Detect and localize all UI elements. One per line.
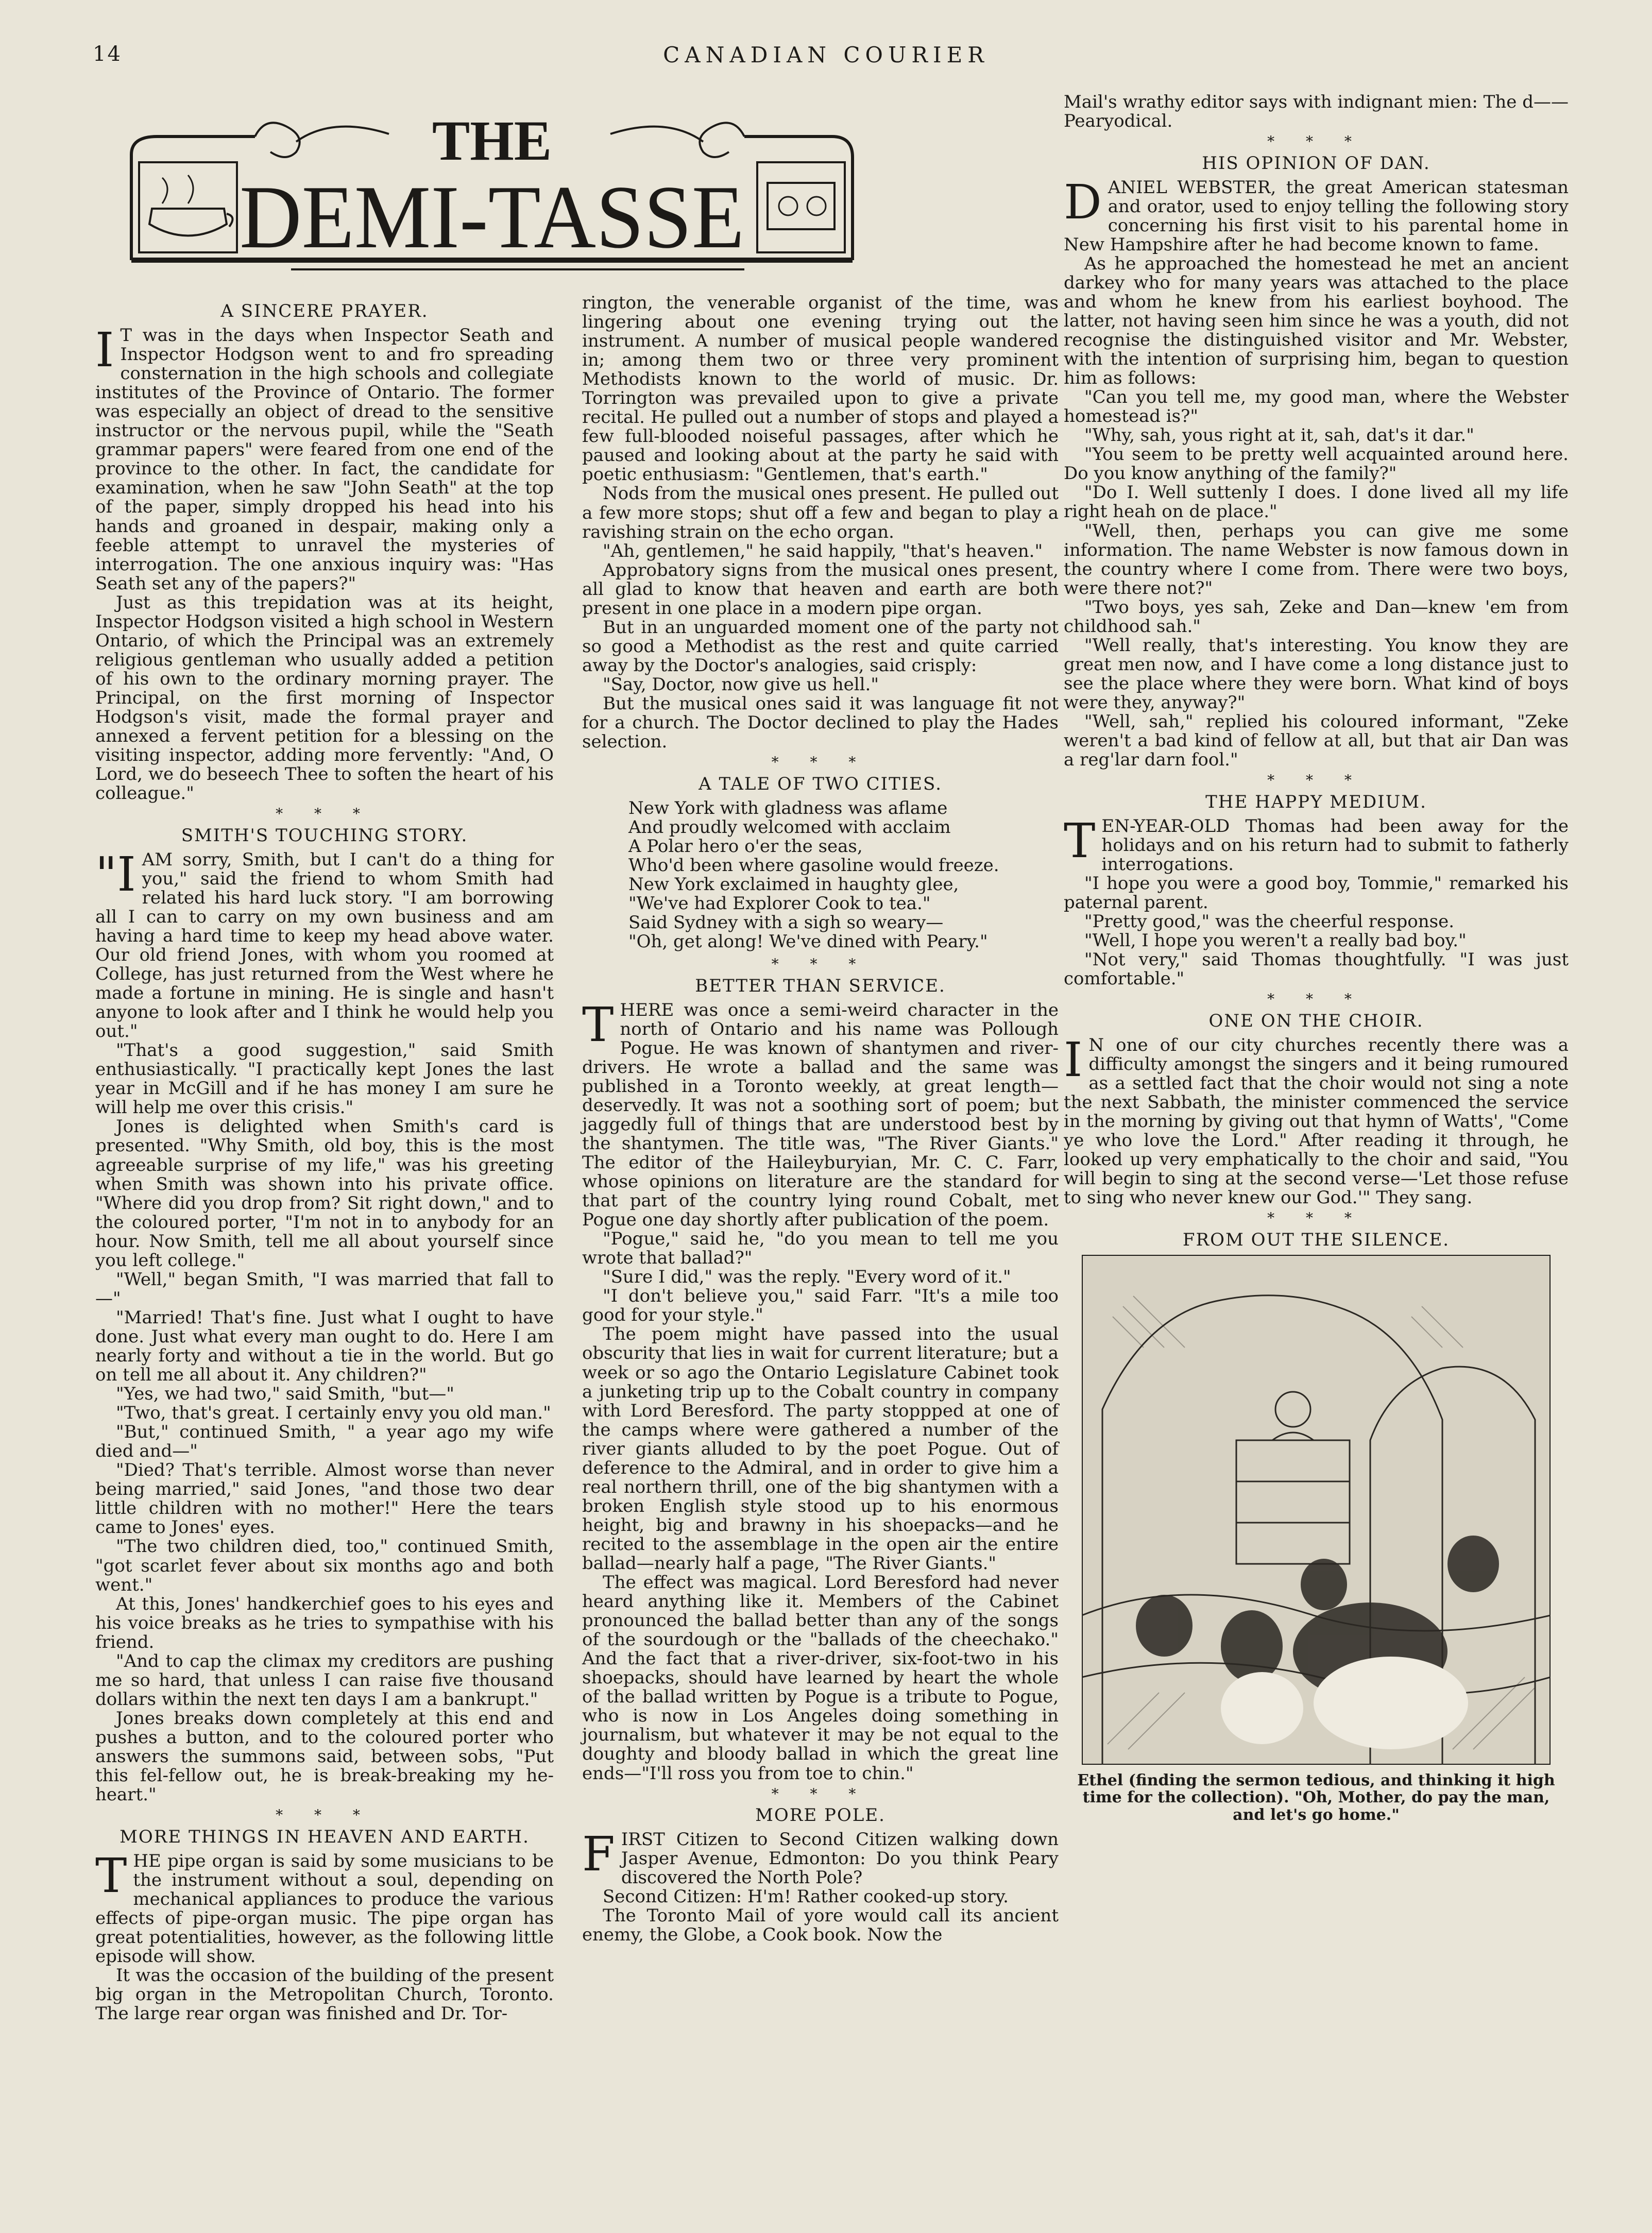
story-paragraph: "Say, Doctor, now give us hell.": [603, 674, 879, 695]
story-paragraph: "I hope you were a good boy, Tommie," remarked his paternal parent.: [1064, 873, 1569, 913]
story-paragraph: rington, the venerable organist of the time, was lingering about one evening trying out the instrument. A number of musical people wandered in; among them two or three very prominent Methodists known to the world of music. Dr. Torrington was prevailed upon to give a private recital. He pulled out a number of stops and played a few full-blooded noiseful passages, after which he paused and looking about at the party he said with poetic enthusiasm: "Gentlemen, that's earth.": [582, 293, 1059, 485]
drop-cap: F: [582, 1827, 615, 1882]
story-title: A SINCERE PRAYER.: [220, 301, 429, 321]
column-2: [582, 294, 1059, 1945]
section-separator: * * *: [771, 1785, 870, 1802]
masthead-the: THE: [432, 109, 552, 172]
story-paragraph: "And to cap the climax my creditors are pushing me so hard, that unless I can raise five thousand dollars within the next ten days I am a bankrupt.": [95, 1650, 554, 1710]
story-paragraph: The Toronto Mail of yore would call its ancient enemy, the Globe, a Cook book. Now the: [582, 1905, 1059, 1946]
masthead-demi-tasse: DEMI-TASSE: [240, 167, 744, 267]
story-paragraph: "Pogue," said he, "do you mean to tell me you wrote that ballad?": [582, 1229, 1059, 1269]
story-paragraph: Mail's wrathy editor says with indignant mien: The d—— Pearyodical.: [1064, 92, 1569, 132]
story-title: THE HAPPY MEDIUM.: [1205, 791, 1427, 812]
story-title: BETTER THAN SERVICE.: [695, 975, 946, 996]
section-separator: * * *: [1267, 1209, 1365, 1227]
story-paragraph: "Can you tell me, my good man, where the Webster homestead is?": [1064, 387, 1569, 427]
poem-line: New York with gladness was aflame: [628, 797, 948, 819]
story-paragraph: But the musical ones said it was language fit not for a church. The Doctor declined to play the Hades selection.: [582, 693, 1059, 753]
drop-cap: "I: [95, 846, 136, 902]
story-paragraph: "IAM sorry, Smith, but I can't do a thing for you," said the friend to whom Smith had related his hard luck story. "I am borrowing all I can to carry on my own business and am having a hard time to keep my head above water. Our old friend Jones, with whom you roomed at College, has just returned from the West where he made a fortune in mining. He is single and hasn't anyone to look after and I think he would help you out.": [95, 846, 554, 1042]
story-paragraph: "Do I. Well suttenly I does. I done lived all my life right heah on de place.": [1064, 482, 1569, 522]
story-title: A TALE OF TWO CITIES.: [699, 773, 942, 794]
story-paragraph: FIRST Citizen to Second Citizen walking down Jasper Avenue, Edmonton: Do you think Peary discovered the North Pole?: [582, 1827, 1059, 1888]
column-1: [95, 299, 554, 2023]
demi-tasse-masthead: [100, 106, 860, 281]
story-paragraph: It was the occasion of the building of the present big organ in the Metropolitan Church, Toronto. The large rear organ was finished and Dr. Tor-: [95, 1965, 554, 2024]
story-paragraph: Jones breaks down completely at this end and pushes a button, and to the coloured porter who answers the summons said, between sobs, "Put this fel-fellow out, he is break-breaking my he-heart.": [95, 1708, 554, 1805]
poem-line: Who'd been where gasoline would freeze.: [628, 855, 999, 876]
drop-cap: T: [1064, 813, 1096, 868]
story-title: MORE THINGS IN HEAVEN AND EARTH.: [120, 1826, 530, 1847]
story-paragraph: "Not very," said Thomas thoughtfully. "I was just comfortable.": [1064, 949, 1569, 990]
section-separator: * * *: [276, 1806, 373, 1824]
story-paragraph: "That's a good suggestion," said Smith enthusiastically. "I practically kept Jones the last year in McGill and if he has money I am sure he will help me over this crisis.": [95, 1040, 554, 1118]
story-paragraph: "The two children died, too," continued Smith, "got scarlet fever about six months ago and both went.": [95, 1536, 554, 1595]
column-3: [1064, 93, 1569, 1823]
poem-line: New York exclaimed in haughty glee,: [628, 874, 959, 895]
story-paragraph: Approbatory signs from the musical ones present, all glad to know that heaven and earth are both present in one place in a modern pipe organ.: [582, 559, 1059, 619]
section-separator: * * *: [771, 956, 870, 973]
story-paragraph: "Ah, gentlemen," he said happily, "that's heaven.": [603, 540, 1043, 561]
story-paragraph: Second Citizen: H'm! Rather cooked-up story.: [603, 1886, 1009, 1907]
page-number: 14: [93, 42, 122, 66]
story-paragraph: "Yes, we had two," said Smith, "but—": [116, 1384, 454, 1405]
story-paragraph: "You seem to be pretty well acquainted around here. Do you know anything of the family?": [1064, 444, 1569, 484]
section-separator: * * *: [1267, 991, 1365, 1008]
poem-line: "We've had Explorer Cook to tea.": [628, 893, 931, 914]
church-illustration: [1082, 1255, 1551, 1765]
story-paragraph: As he approached the homestead he met an ancient darkey who for many years was attached to the place and whom he knew from his earliest boyhood. The latter, not having seen him since he was a youth, did not recognise the distinguished visitor and Mr. Webster, with the intention of surprising him, began to question him as follows:: [1064, 253, 1569, 389]
section-separator: * * *: [771, 754, 870, 771]
poem: [628, 799, 1059, 951]
section-separator: * * *: [1267, 772, 1365, 789]
story-paragraph: Just as this trepidation was at its height, Inspector Hodgson visited a high school in Western Ontario, of which the Principal was an extremely religious gentleman who usually added a petition of his own to the ordinary morning prayer. The Principal, on the first morning of Inspector Hodgson's visit, made the formal prayer and annexed a fervent petition for a blessing on the visiting inspector, adding more fervently: "And, O Lord, we do beseech Thee to soften the heart of his colleague.": [95, 592, 554, 804]
story-paragraph: "Well, then, perhaps you can give me some information. The name Webster is now famous down in the country where I come from. There were two boys, were there not?": [1064, 520, 1569, 599]
section-separator: * * *: [1267, 133, 1365, 150]
drop-cap: T: [582, 997, 614, 1052]
story-paragraph: Jones is delighted when Smith's card is presented. "Why Smith, old boy, this is the most agreeable surprise of my life," was his greeting when Smith was shown into his private office. "Where did you drop from? Sit right down," and to the coloured porter, "I'm not in to anybody for an hour. Now Smith, tell me all about yourself since you left college.": [95, 1116, 554, 1271]
story-paragraph: The poem might have passed into the usual obscurity that lies in wait for current literature; but a week or so ago the Ontario Legislature Cabinet took a junketing trip up to the Cobalt country in company with Lord Beresford. The party stoppped at one of the camps where were gathered a number of the river giants alluded to by the poet Pogue. Out of deference to the Admiral, and in order to give him a real northern thrill, one of the big shantymen with a broken English style stood up to his enormous height, big and brawny in his shoepacks—and he recited to the assemblage in the open air the entire ballad—nearly half a page, "The River Giants.": [582, 1324, 1059, 1574]
story-title: FROM OUT THE SILENCE.: [1182, 1229, 1450, 1250]
drop-cap: T: [95, 1848, 127, 1903]
story-paragraph: But in an unguarded moment one of the party not so good a Methodist as the rest and quite carried away by the Doctor's analogies, said crisply:: [582, 617, 1059, 676]
illustration-caption: Ethel (finding the sermon tedious, and thinking it high time for the collection). "Oh, Mother, do pay the man, and let's go home.": [1077, 1771, 1555, 1824]
story-paragraph: "Well," began Smith, "I was married that fall to—": [95, 1269, 554, 1309]
story-paragraph: "Two, that's great. I certainly envy you old man.": [116, 1403, 551, 1424]
story-paragraph: "Two boys, yes sah, Zeke and Dan—knew 'em from childhood sah.": [1064, 596, 1569, 637]
story-paragraph: "Married! That's fine. Just what I ought to have done. Just what every man ought to do. Here I am nearly forty and without a tie in the world. But go on tell me all about it. Any children?": [95, 1307, 554, 1386]
poem-line: And proudly welcomed with acclaim: [628, 816, 951, 838]
story-paragraph: "Pretty good," was the cheerful response.: [1084, 911, 1455, 932]
story-paragraph: Nods from the musical ones present. He pulled out a few more stops; shut off a few and began to play a ravishing strain on the echo organ.: [582, 483, 1059, 542]
story-title: HIS OPINION OF DAN.: [1202, 152, 1430, 174]
story-paragraph: I N one of our city churches recently there was a difficulty amongst the singers and it being rumoured as a settled fact that the choir would not sing a note the next Sabbath, the minister commenced the service in the morning by giving out that hymn of Watts', "Come ye who love the Lord." After reading it through, he looked up very emphatically to the choir and said, "You will begin to sing at the second verse—'Let those refuse to sing who never knew our God.'" They sang.: [1064, 1032, 1569, 1208]
story-title: MORE POLE.: [755, 1805, 885, 1826]
story-paragraph: THERE was once a semi-weird character in the north of Ontario and his name was Pollough Pogue. He was known of shantymen and river-drivers. He wrote a ballad and the same was published in a Toronto weekly, at great length—deservedly. It was not a soothing sort of poem; but jaggedly full of things that are understood best by the shantymen. The title was, "The River Giants." The editor of the Haileyburyian, Mr. C. C. Farr, whose opinions on literature are the standard for that part of the country lying round Cobalt, met Pogue one day shortly after publication of the poem.: [582, 997, 1059, 1231]
section-separator: * * *: [276, 805, 373, 823]
story-paragraph: "I don't believe you," said Farr. "It's a mile too good for your style.": [582, 1286, 1059, 1326]
story-paragraph: "Well, sah," replied his coloured informant, "Zeke weren't a bad kind of fellow at all, but that air Dan was a reg'lar darn fool.": [1064, 711, 1569, 771]
story-paragraph: "Why, sah, yous right at it, sah, dat's it dar.": [1084, 425, 1474, 446]
story-paragraph: At this, Jones' handkerchief goes to his eyes and his voice breaks as he tries to sympathise with his friend.: [95, 1593, 554, 1652]
story-title: ONE ON THE CHOIR.: [1208, 1010, 1424, 1031]
drop-cap: I: [95, 322, 114, 378]
poem-line: Said Sydney with a sigh so weary—: [628, 912, 944, 933]
poem-line: A Polar hero o'er the seas,: [628, 836, 863, 857]
story-paragraph: The effect was magical. Lord Beresford had never heard anything like it. Members of the Cabinet pronounced the ballad better than any of the songs of the sourdough or the "ballads of the cheechako." And the fact that a river-driver, six-foot-two in his shoepacks, should have learned by heart the whole of the ballad written by Pogue is a tribute to Pogue, who is now in Los Angeles doing something in journalism, but whatever it may be not equal to the doughty and bloody ballad in which the great line ends—"I'll ross you from toe to chin.": [582, 1572, 1059, 1784]
story-title: SMITH'S TOUCHING STORY.: [181, 825, 468, 846]
magazine-title: CANADIAN COURIER: [663, 42, 989, 67]
story-paragraph: I T was in the days when Inspector Seath and Inspector Hodgson went to and fro spreading consternation in the high schools and collegiate institutes of the Province of Ontario. The former was especially an object of dread to the sensitive instructor or the nervous pupil, while the "Seath grammar papers" were feared from one end of the province to the other. In fact, the candidate for examination, when he saw "John Seath" at the top of the paper, simply dropped his head into his hands and groaned in despair, making only a feeble attempt to unravel the mysteries of interrogation. The one anxious inquiry was: "Has Seath set any of the papers?": [95, 322, 554, 594]
story-paragraph: "Well really, that's interesting. You know they are great men now, and I have come a long distance just to see the place where they were born. What kind of boys were they, anyway?": [1064, 635, 1569, 713]
story-paragraph: THE pipe organ is said by some musicians to be the instrument without a soul, depending on mechanical appliances to produce the various effects of pipe-organ music. The pipe organ has great potentialities, however, as the following little episode will show.: [95, 1848, 554, 1967]
story-paragraph: "Well, I hope you weren't a really bad boy.": [1084, 930, 1467, 951]
drop-cap: D: [1064, 174, 1102, 230]
story-paragraph: DANIEL WEBSTER, the great American statesman and orator, used to enjoy telling the following story concerning his first visit to his parental home in New Hampshire after he had become known to fame.: [1064, 174, 1569, 255]
drop-cap: I: [1064, 1032, 1083, 1087]
story-paragraph: "Sure I did," was the reply. "Every word of it.": [603, 1267, 1011, 1288]
story-paragraph: "But," continued Smith, " a year ago my wife died and—": [95, 1422, 554, 1462]
poem-line: "Oh, get along! We've dined with Peary.": [628, 931, 988, 952]
story-paragraph: "Died? That's terrible. Almost worse than never being married," said Jones, "and those two dear little children with no mother!" Here the tears came to Jones' eyes.: [95, 1460, 554, 1538]
story-paragraph: TEN-YEAR-OLD Thomas had been away for the holidays and on his return had to submit to fatherly interrogations.: [1064, 813, 1569, 875]
